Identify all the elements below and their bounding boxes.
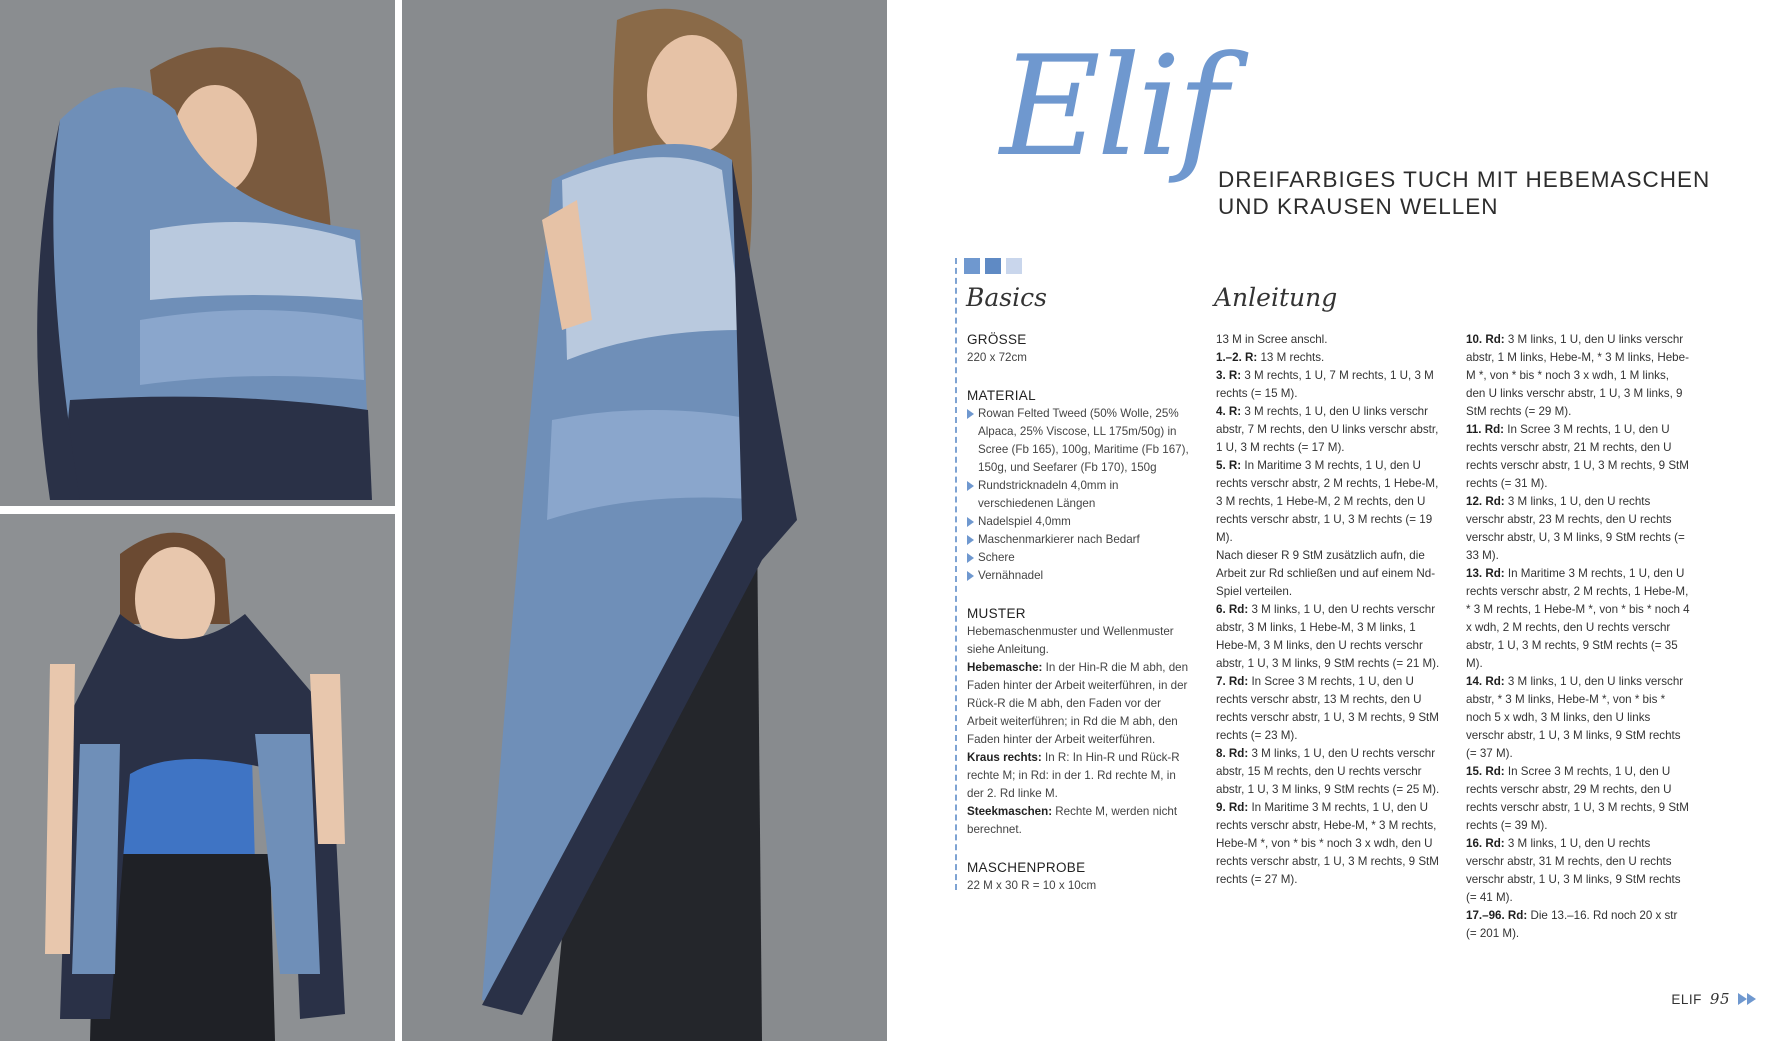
instruction-row: 13. Rd: In Maritime 3 M rechts, 1 U, den U rechts verschr abstr, 2 M rechts, 1 Hebe-M, * 3 M rechts, 1 Hebe-M *, von * bis * noch 4 x wdh, 2 M rechts, den U rechts verschr abstr, 1 U, 3 M rechts, 9 StM rechts (= 35 M). (1466, 567, 1690, 670)
muster-intro: Hebemaschenmuster und Wellenmuster siehe Anleitung. (967, 625, 1174, 656)
footer-label: ELIF (1671, 991, 1702, 1007)
photo-top-left (0, 0, 395, 506)
instruction-row: 8. Rd: 3 M links, 1 U, den U rechts verschr abstr, 15 M rechts, den U rechts verschr abstr, 1 U, 3 M links, 9 StM rechts (= 25 M). (1216, 747, 1440, 796)
color-swatch-seefarer (1006, 258, 1022, 274)
muster-label: MUSTER (967, 606, 1026, 621)
instruction-row: 3. R: 3 M rechts, 1 U, 7 M rechts, 1 U, 3 M rechts (= 15 M). (1216, 369, 1434, 400)
bullet-triangle-icon (967, 481, 974, 491)
page-number: 95 (1709, 990, 1730, 1008)
anleitung-heading: Anleitung (1214, 283, 1338, 312)
instruction-row: 9. Rd: In Maritime 3 M rechts, 1 U, den U rechts verschr abstr, Hebe-M, * 3 M rechts, Hebe-M *, von * bis * noch 3 x wdh, den U rechts verschr abstr, 1 U, 3 M rechts, 9 StM rechts (= 27 M). (1216, 801, 1439, 886)
instruction-row: 4. R: 3 M rechts, 1 U, den U links verschr abstr, 7 M rechts, den U links verschr abstr, 1 U, 3 M rechts (= 17 M). (1216, 405, 1439, 454)
color-swatch-maritime (985, 258, 1001, 274)
bullet-triangle-icon (967, 409, 974, 419)
instruction-row: 1.–2. R: 13 M rechts. (1216, 351, 1325, 364)
photo-bottom-left (0, 514, 395, 1041)
material-item: Rundstricknadeln 4,0mm in verschiedenen Längen (967, 477, 1192, 513)
instructions-column-1 (1216, 331, 1441, 889)
instruction-row: 11. Rd: In Scree 3 M rechts, 1 U, den U rechts verschr abstr, 21 M rechts, den U rechts verschr abstr, 1 U, 3 M rechts, 9 StM rechts (= 31 M). (1466, 423, 1689, 490)
instruction-row: 14. Rd: 3 M links, 1 U, den U links verschr abstr, * 3 M links, Hebe-M *, von * bis * noch 5 x wdh, 3 M links, den U links verschr abstr, 1 U, 3 M links, 9 StM rechts (= 37 M). (1466, 675, 1684, 760)
model-shawl-back-view-photo (402, 0, 887, 1041)
groesse-value: 220 x 72cm (967, 351, 1027, 364)
material-item: Schere (967, 549, 1192, 567)
bullet-triangle-icon (967, 517, 974, 527)
page-subtitle (1218, 166, 1710, 220)
instruction-row: 13 M in Scree anschl. (1216, 333, 1328, 346)
material-list (967, 405, 1192, 585)
muster-entry: Steekmaschen: Rechte M, werden nicht berechnet. (967, 805, 1178, 836)
basics-column (967, 331, 1192, 895)
instruction-row: 17.–96. Rd: Die 13.–16. Rd noch 20 x str (= 201 M). (1466, 909, 1678, 940)
instruction-row: 16. Rd: 3 M links, 1 U, den U rechts verschr abstr, 31 M rechts, den U rechts verschr abstr, 1 U, 3 M links, 9 StM rechts (= 41 M). (1466, 837, 1681, 904)
next-page-arrows-icon[interactable] (1738, 993, 1756, 1005)
bullet-triangle-icon (967, 553, 974, 563)
material-item: Maschenmarkierer nach Bedarf (967, 531, 1192, 549)
instruction-row: 10. Rd: 3 M links, 1 U, den U links verschr abstr, 1 M links, Hebe-M, * 3 M links, Hebe-M *, von * bis * noch 3 x wdh, 1 M links, den U links verschr abstr, 1 U, 3 M links, 9 StM rechts (= 29 M). (1466, 333, 1689, 418)
bullet-triangle-icon (967, 535, 974, 545)
muster-entry: Kraus rechts: In R: In Hin-R und Rück-R rechte M; in Rd: in der 1. Rd rechte M, in der 2. Rd linke M. (967, 751, 1180, 800)
subtitle-line-1: DREIFARBIGES TUCH MIT HEBEMASCHEN (1218, 167, 1711, 192)
basics-heading: Basics (966, 283, 1047, 312)
material-label: MATERIAL (967, 388, 1036, 403)
instructions-column-2 (1466, 331, 1691, 943)
maschenprobe-value: 22 M x 30 R = 10 x 10cm (967, 879, 1097, 892)
maschenprobe-label: MASCHENPROBE (967, 860, 1086, 875)
color-swatch-scree (964, 258, 980, 274)
photo-main (402, 0, 887, 1041)
material-item: Vernähnadel (967, 567, 1192, 585)
bullet-triangle-icon (967, 571, 974, 581)
instruction-row: 15. Rd: In Scree 3 M rechts, 1 U, den U rechts verschr abstr, 29 M rechts, den U rechts verschr abstr, 1 U, 3 M rechts, 9 StM rechts (= 39 M). (1466, 765, 1689, 832)
page-title: Elif (1000, 26, 1225, 187)
groesse-label: GRÖSSE (967, 332, 1027, 347)
material-item: Nadelspiel 4,0mm (967, 513, 1192, 531)
instruction-row: Nach dieser R 9 StM zusätzlich aufn, die Arbeit zur Rd schließen und auf einem Nd-Spiel verteilen. (1216, 549, 1436, 598)
subtitle-line-2: UND KRAUSEN WELLEN (1218, 194, 1499, 219)
instruction-row: 6. Rd: 3 M links, 1 U, den U rechts verschr abstr, 3 M links, 1 Hebe-M, 3 M links, 1 Hebe-M, 3 M links, den U rechts verschr abstr, 1 U, 3 M links, 9 StM rechts (= 21 M). (1216, 603, 1440, 670)
material-item: Rowan Felted Tweed (50% Wolle, 25% Alpaca, 25% Viscose, LL 175m/50g) in Scree (Fb 165), 100g, Maritime (Fb 167), 150g, und Seefarer (Fb 170), 150g (967, 405, 1192, 477)
muster-entry: Hebemasche: In der Hin-R die M abh, den Faden hinter der Arbeit weiterführen, in der Rück-R die M abh, den Faden vor der Arbeit weiterführen; in Rd die M abh, den Faden hinter der Arbeit weiterführen. (967, 661, 1189, 746)
instruction-row: 12. Rd: 3 M links, 1 U, den U rechts verschr abstr, 23 M rechts, den U rechts verschr abstr, U, 3 M links, 9 StM rechts (= 33 M). (1466, 495, 1685, 562)
instruction-row: 5. R: In Maritime 3 M rechts, 1 U, den U rechts verschr abstr, 2 M rechts, 1 Hebe-M, 3 M rechts, 1 Hebe-M, 2 M rechts, den U rechts verschr abstr, 1 U, 3 M rechts (= 19 M). (1216, 459, 1439, 544)
instruction-row: 7. Rd: In Scree 3 M rechts, 1 U, den U rechts verschr abstr, 13 M rechts, den U rechts verschr abstr, 1 U, 3 M rechts, 9 StM rechts (= 23 M). (1216, 675, 1439, 742)
dashed-divider (955, 258, 957, 890)
model-scarf-blue-top-photo (0, 514, 395, 1041)
model-wrapped-shawl-photo (0, 0, 395, 506)
page-footer (1671, 990, 1756, 1008)
